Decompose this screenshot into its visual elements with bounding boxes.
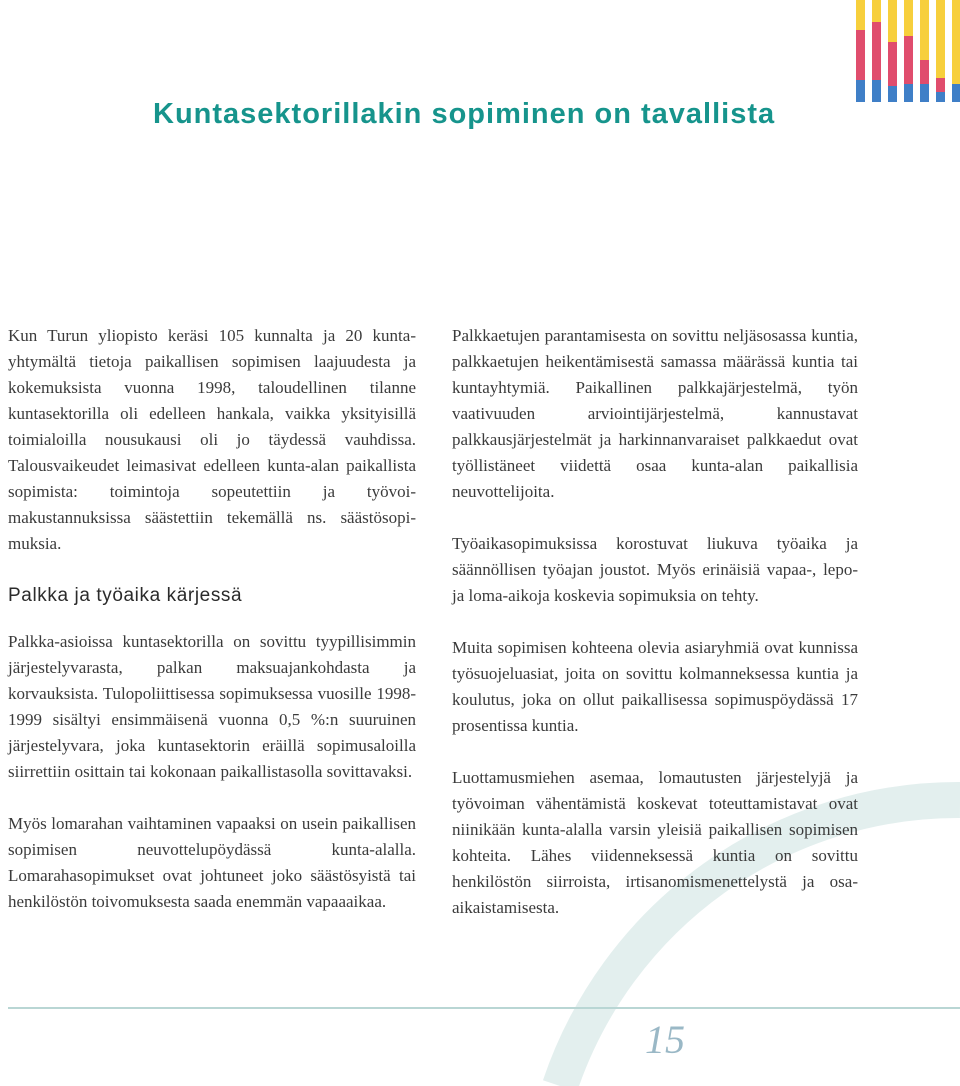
body-paragraph: Muita sopimisen kohteena olevia asiaryhmiä ovat kunnissa työsuojeluasiat, joita on sovittu kolmanneksessa kuntia ja koulutus, joka on ollut paikallisessa sopimuspöydässä 17 prosentissa kuntia.: [452, 638, 858, 735]
color-bar: [904, 0, 913, 102]
page-title: Kuntasektorillakin sopiminen on tavallista: [153, 98, 776, 130]
color-bar-graphic: [0, 0, 960, 110]
color-bar: [936, 0, 945, 102]
footer-rule: [8, 1007, 960, 1009]
body-paragraph: Luottamusmiehen asemaa, lomautusten järjestelyjä ja työvoiman vähentämistä koskevat toteuttamistavat ovat niinikään kunta-alalla varsin yleisiä paikallisen sopimisen kohteita. Lähes viidenneksessä kuntia on sovittu henkilöstön siirroista, irtisanomismenettelystä ja osa-aikaistamisesta.: [452, 768, 858, 917]
color-bar: [872, 0, 881, 102]
body-paragraph: Myös lomarahan vaihtaminen vapaaksi on usein paikallisen sopimisen neuvottelupöydässä kunta-alalla. Lomarahasopimukset ovat johtuneet joko säästösyistä tai henkilöstön toivomuksesta saada enemmän vapaaaikaa.: [8, 814, 416, 911]
right-column: [452, 323, 858, 947]
body-paragraph: Työaikasopimuksissa korostuvat liukuva työaika ja säännöllisen työajan joustot. Myös erinäisiä vapaa-, lepo- ja loma-aikoja koskevia sopimuksia on tehty.: [452, 534, 858, 605]
body-paragraph: Palkka-asioissa kuntasektorilla on sovittu tyypillisimmin järjestelyvarasta, palkan maksuajankohdasta ja korvauksista. Tulopoliittisessa sopimuksessa vuosille 1998-1999 sisältyi ensimmäisenä vuonna 0,5 %:n suuruinen järjestelyvara, joka kuntasektorin eräillä sopimusaloilla siirrettiin osittain tai kokonaan paikallistasolla sovittavaksi.: [8, 632, 416, 781]
color-bar: [856, 0, 865, 102]
color-bar: [952, 0, 960, 102]
section-heading: Palkka ja työaika kärjessä: [8, 585, 243, 606]
body-paragraph: Palkkaetujen parantamisesta on sovittu neljäsosassa kuntia, palkkaetujen heikentämisestä samassa määrässä kuntia tai kuntayhtymiä. Paikallinen palkkajärjestelmä, työn vaativuuden arviointijärjestelmä, kannustavat palkkausjärjestelmät ja harkinnanvaraiset palkkaedut ovat työllistäneet viidettä osaa kunta-alan paikallisia neuvottelijoita.: [452, 326, 858, 501]
intro-paragraph: Kun Turun yliopisto keräsi 105 kunnalta ja 20 kuntayhtymältä tietoja paikallisen sopimisen laajuudesta ja kokemuksista vuonna 1998, taloudellinen tilanne kuntasektorilla oli edelleen hankala, vaikka yksityisillä toimialoilla nousukausi oli jo täydessä vauhdissa. Talousvaikeudet leimasivat edelleen kunta-alan paikallista sopimista: toimintoja sopeutettiin ja työvoimakustannuksissa säästettiin tekemällä ns. säästösopimuksia.: [8, 326, 416, 553]
page-number: 15: [645, 1017, 685, 1062]
color-bar: [888, 0, 897, 102]
left-column: [8, 323, 416, 941]
color-bar: [920, 0, 929, 102]
